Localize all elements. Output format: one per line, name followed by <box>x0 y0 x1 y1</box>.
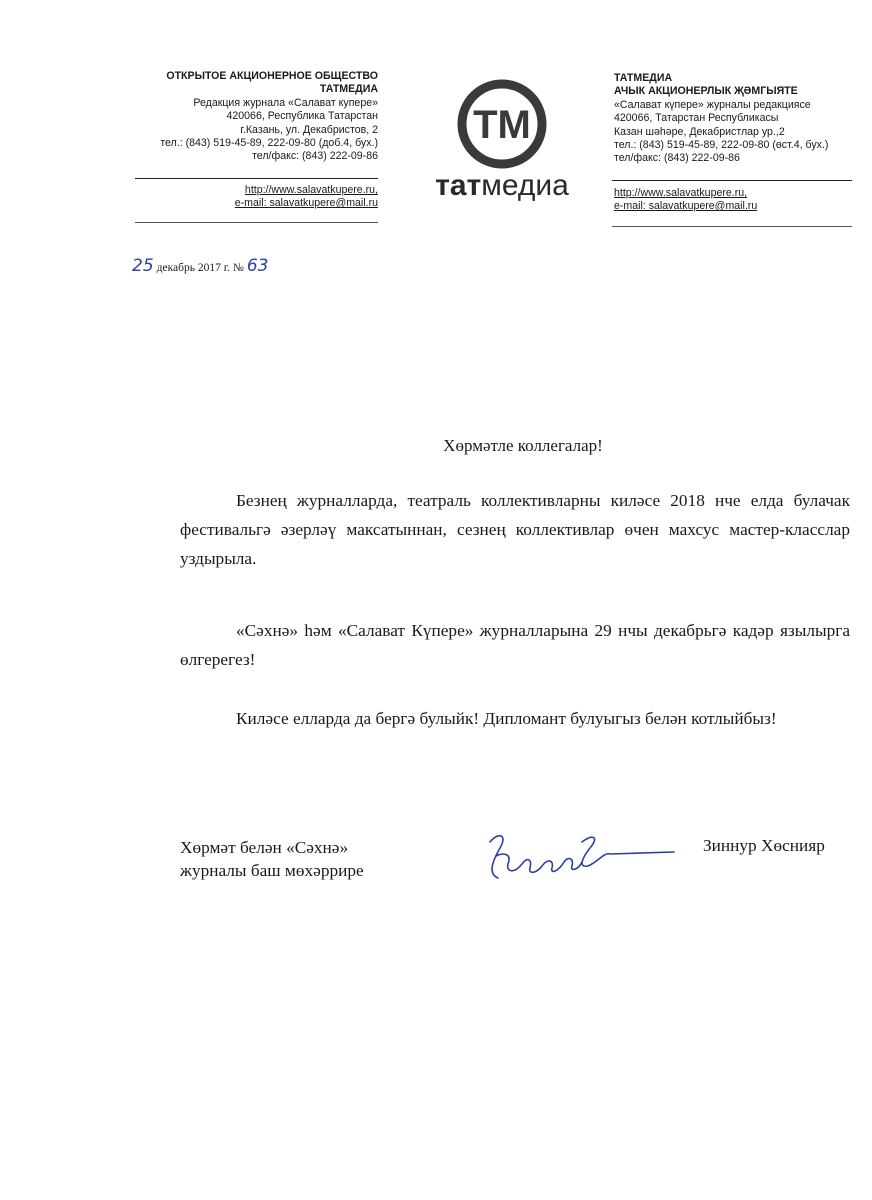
logo-wordmark <box>435 169 569 202</box>
fax-line-tt: тел/факс: (843) 222-09-86 <box>614 152 740 165</box>
paragraph-3: Киләсе елларда да бергә булыйк! Дипломант булуыгыз белән котлыйбыз! <box>236 709 777 728</box>
website-link-left[interactable]: http://www.salavatkupere.ru, <box>244 184 378 196</box>
header-right-links <box>614 187 854 213</box>
website-link-right[interactable]: http://www.salavatkupere.ru, <box>614 187 748 199</box>
logo-wordmark-rest: медиа <box>481 169 569 202</box>
date-day: 25 <box>132 256 154 276</box>
header-right <box>614 72 864 166</box>
header-left <box>120 70 378 164</box>
greeting: Хөрмәтле коллегалар! <box>443 436 603 455</box>
org-name-ru: ТАТМЕДИА <box>319 83 378 96</box>
email-link-right[interactable]: e-mail: salavatkupere@mail.ru <box>614 200 758 212</box>
street-line-tt: Казан шәһәре, Декабристлар ур.,2 <box>614 125 785 138</box>
handwritten-signature <box>478 812 678 902</box>
header-left-rule-bottom <box>135 222 378 223</box>
org-name-tt: ТАТМЕДИА <box>614 72 673 84</box>
address-line: 420066, Республика Татарстан <box>226 110 378 123</box>
paragraph-2: «Сәхнә» һәм «Салават Күпере» журналларына 29 нчы декабрьгә кадәр язылырга өлгерегез! <box>180 621 850 669</box>
paragraph-1: Безнең журналларда, театраль коллективларны киләсе 2018 нче елда булачак фестивальгә әзерләү максатыннан, сезнең коллективлар өчен махсус мастер-класслар уздырыла. <box>180 491 850 568</box>
signature-title-line1: Хөрмәт белән «Сәхнә» <box>180 838 349 857</box>
document-number: 63 <box>246 256 269 276</box>
org-type-tt: АЧЫК АКЦИОНЕРЛЫК ҖӘМГЫЯТЕ <box>614 85 798 98</box>
phone-line: тел.: (843) 519-45-89, 222-09-80 (доб.4, бух.) <box>160 137 378 150</box>
signatory-name: Зиннур Хөснияр <box>703 836 825 855</box>
logo-monogram: ТМ <box>473 103 531 147</box>
date-line <box>132 256 269 276</box>
street-line: г.Казань, ул. Декабристов, 2 <box>240 123 378 136</box>
org-type-ru: ОТКРЫТОЕ АКЦИОНЕРНОЕ ОБЩЕСТВО <box>166 70 378 82</box>
header-left-rule <box>135 178 378 179</box>
fax-line: тел/факс: (843) 222-09-86 <box>252 150 378 163</box>
signature-title <box>180 836 364 882</box>
email-link-left[interactable]: e-mail: salavatkupere@mail.ru <box>234 197 378 209</box>
tatmedia-logo <box>418 78 584 208</box>
header-left-links <box>150 184 378 210</box>
signature-title-line2: журналы баш мөхәррире <box>180 861 364 880</box>
header-right-rule-bottom <box>612 226 852 227</box>
logo-wordmark-bold: тат <box>435 169 482 202</box>
date-month-year: декабрь 2017 г. № <box>156 262 244 274</box>
address-line-tt: 420066, Татарстан Республикасы <box>614 112 779 125</box>
editorial-line: Редакция журнала «Салават купере» <box>193 96 378 109</box>
phone-line-tt: тел.: (843) 519-45-89, 222-09-80 (өст.4, бух.) <box>614 139 829 152</box>
editorial-line-tt: «Салават күпере» журналы редакциясе <box>614 98 811 111</box>
header-right-rule <box>612 180 852 181</box>
